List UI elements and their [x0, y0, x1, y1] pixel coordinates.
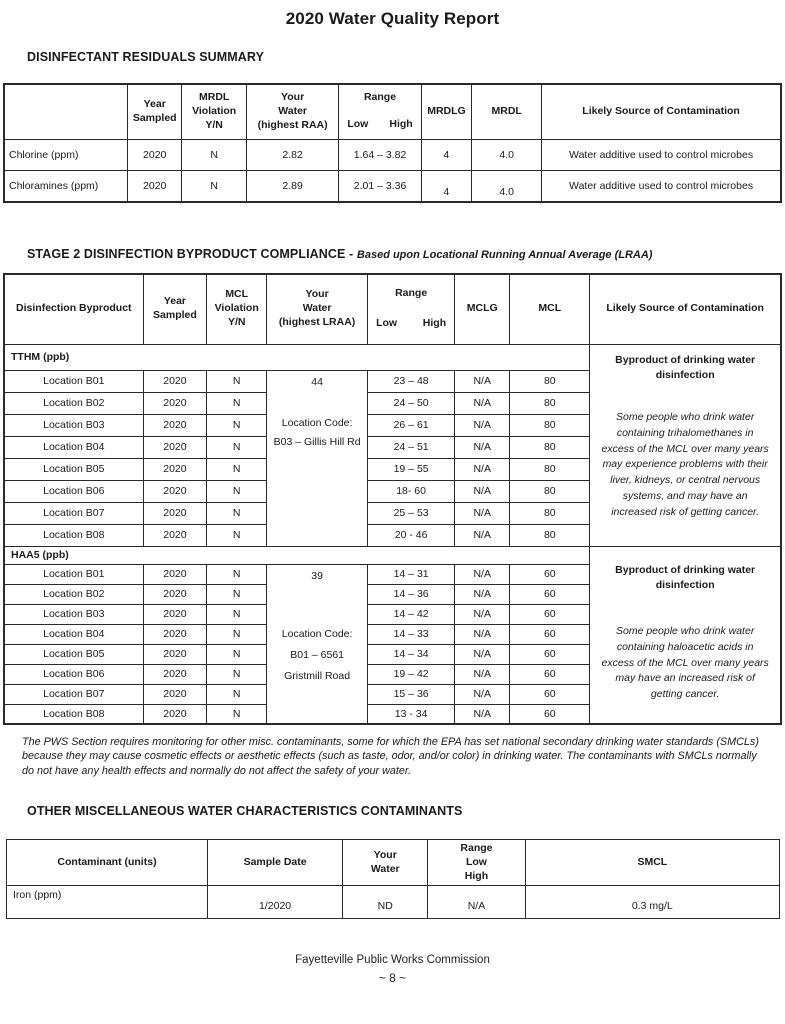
- cell-range: 23 – 48: [368, 370, 455, 392]
- cell-location: Location B02: [4, 392, 143, 414]
- tthm-your-water-value: 44: [311, 375, 323, 388]
- tthm-section-label: TTHM (ppb): [4, 344, 590, 370]
- range-high-label: High: [422, 317, 447, 330]
- table-header-row: [7, 840, 780, 886]
- cell-mcl: 80: [510, 480, 590, 502]
- table-row: [7, 886, 780, 919]
- cell-mcl: 60: [510, 604, 590, 624]
- cell-year: 2020: [143, 704, 207, 724]
- cell-year: 2020: [128, 139, 182, 170]
- cell-location: Location B01: [4, 370, 143, 392]
- stage2-dbp-table: [3, 273, 782, 725]
- cell-year: 2020: [143, 684, 207, 704]
- cell-range: 14 – 42: [368, 604, 455, 624]
- col-header-sample-date: Sample Date: [207, 840, 342, 886]
- haa5-source-title: Byproduct of drinking water disinfection: [615, 563, 756, 592]
- cell-range: 1.64 – 3.82: [339, 139, 421, 170]
- cell-range: 24 – 50: [368, 392, 455, 414]
- col-header-mclg: MCLG: [455, 274, 510, 344]
- cell-violation: N: [207, 584, 267, 604]
- cell-violation: N: [207, 414, 267, 436]
- cell-mcl: 80: [510, 502, 590, 524]
- cell-range: 13 - 34: [368, 704, 455, 724]
- cell-range: 14 – 33: [368, 624, 455, 644]
- col-header-mrdl: MRDL: [472, 84, 542, 139]
- stage2-heading-note: Based upon Locational Running Annual Average (LRAA): [356, 249, 653, 261]
- table-row: [4, 170, 781, 202]
- cell-violation: N: [207, 604, 267, 624]
- cell-mcl: 60: [510, 684, 590, 704]
- range-low-label: Low: [347, 118, 369, 131]
- range-low-label: Low: [376, 317, 398, 330]
- col-header-your-water: Your Water (highest LRAA): [267, 274, 368, 344]
- cell-location: Location B03: [4, 414, 143, 436]
- cell-range: 14 – 36: [368, 584, 455, 604]
- cell-likely-source: Water additive used to control microbes: [542, 139, 781, 170]
- cell-mclg: N/A: [455, 684, 510, 704]
- cell-range: 24 – 51: [368, 436, 455, 458]
- col-header-smcl: SMCL: [525, 840, 779, 886]
- section-heading-stage2: [27, 247, 785, 261]
- cell-your-water: 2.82: [246, 139, 338, 170]
- cell-your-water: 2.89: [246, 170, 338, 202]
- cell-mcl: 80: [510, 436, 590, 458]
- tthm-your-water-cell: [267, 370, 368, 546]
- cell-range: 15 – 36: [368, 684, 455, 704]
- cell-violation: N: [207, 624, 267, 644]
- haa5-your-water-value: 39: [311, 569, 323, 582]
- col-header-your-water: Your Water: [343, 840, 428, 886]
- haa5-section-row: [4, 546, 781, 564]
- tthm-source-note: Some people who drink water containing trihalomethanes in excess of the MCL over many years may experience problems with their liver, kidneys, or central nervous systems, and may have an increased risk of getting cancer.: [601, 411, 769, 518]
- cell-range: 2.01 – 3.36: [339, 170, 421, 202]
- cell-year: 2020: [143, 604, 207, 624]
- cell-likely-source: Water additive used to control microbes: [542, 170, 781, 202]
- cell-violation: N: [207, 524, 267, 546]
- col-header-your-water: Your Water (highest RAA): [246, 84, 338, 139]
- cell-location: Location B06: [4, 480, 143, 502]
- cell-year: 2020: [143, 370, 207, 392]
- cell-contaminant-name: Chlorine (ppm): [4, 139, 128, 170]
- misc-contaminants-table: [6, 839, 780, 919]
- cell-mcl: 60: [510, 564, 590, 584]
- cell-year: 2020: [143, 458, 207, 480]
- table-header-row: [4, 274, 781, 344]
- cell-mcl: 60: [510, 644, 590, 664]
- cell-mcl: 80: [510, 414, 590, 436]
- cell-range: 19 – 42: [368, 664, 455, 684]
- cell-location: Location B06: [4, 664, 143, 684]
- haa5-your-water-cell: [267, 564, 368, 724]
- col-header-mcl: MCL: [510, 274, 590, 344]
- cell-mcl: 80: [510, 524, 590, 546]
- cell-range: N/A: [428, 886, 525, 919]
- pws-note: The PWS Section requires monitoring for other misc. contaminants, some for which the EPA has set national secondary drinking water standards (SMCLs) because they may cause cosmetic effects or aesthetic effects (such as taste, odor, and/or color) in drinking water. The contaminants with SMCLs normally do not have any health effects and normally do not affect the safety of your water.: [22, 736, 759, 777]
- range-high-label: High: [389, 118, 413, 131]
- cell-mclg: N/A: [455, 370, 510, 392]
- cell-year: 2020: [143, 644, 207, 664]
- cell-year: 2020: [143, 502, 207, 524]
- cell-mclg: N/A: [455, 624, 510, 644]
- cell-range: 20 - 46: [368, 524, 455, 546]
- cell-range: 26 – 61: [368, 414, 455, 436]
- cell-mrdl: 4.0: [472, 139, 542, 170]
- cell-your-water: ND: [343, 886, 428, 919]
- cell-location: Location B07: [4, 502, 143, 524]
- section-heading-disinfectant-residuals: DISINFECTANT RESIDUALS SUMMARY: [27, 50, 265, 64]
- cell-year: 2020: [143, 664, 207, 684]
- cell-location: Location B05: [4, 458, 143, 480]
- cell-violation: N: [182, 170, 246, 202]
- cell-mclg: N/A: [455, 704, 510, 724]
- table-row: [4, 139, 781, 170]
- disinfectant-residuals-table: [3, 83, 782, 203]
- cell-violation: N: [207, 458, 267, 480]
- cell-mcl: 80: [510, 458, 590, 480]
- cell-mcl: 60: [510, 624, 590, 644]
- footer-org: Fayetteville Public Works Commission: [295, 954, 490, 967]
- cell-mclg: N/A: [455, 436, 510, 458]
- haa5-section-label: HAA5 (ppb): [4, 546, 590, 564]
- cell-range: 25 – 53: [368, 502, 455, 524]
- haa5-source-cell: [590, 546, 781, 724]
- haa5-location-code: Location Code: B01 – 6561 Gristmill Road: [281, 627, 353, 682]
- col-header-range: Range Low High: [339, 84, 421, 139]
- cell-violation: N: [182, 139, 246, 170]
- cell-mcl: 60: [510, 664, 590, 684]
- cell-violation: N: [207, 436, 267, 458]
- cell-violation: N: [207, 644, 267, 664]
- cell-mclg: N/A: [455, 644, 510, 664]
- cell-mclg: N/A: [455, 664, 510, 684]
- page-footer: [0, 952, 785, 987]
- cell-location: Location B03: [4, 604, 143, 624]
- col-header-mcl-violation: MCL Violation Y/N: [207, 274, 267, 344]
- stage2-heading-main: STAGE 2 DISINFECTION BYPRODUCT COMPLIANCE -: [27, 247, 354, 261]
- cell-year: 2020: [143, 564, 207, 584]
- cell-location: Location B07: [4, 684, 143, 704]
- cell-mclg: N/A: [455, 480, 510, 502]
- cell-mclg: N/A: [455, 524, 510, 546]
- cell-mclg: N/A: [455, 564, 510, 584]
- cell-location: Location B05: [4, 644, 143, 664]
- cell-sample-date: 1/2020: [207, 886, 342, 919]
- tthm-source-cell: [590, 344, 781, 546]
- cell-range: 18- 60: [368, 480, 455, 502]
- cell-year: 2020: [143, 480, 207, 502]
- cell-location: Location B04: [4, 436, 143, 458]
- col-header-mrdl-violation: MRDL Violation Y/N: [182, 84, 246, 139]
- cell-smcl: 0.3 mg/L: [525, 886, 779, 919]
- col-header-range: Range Low High: [368, 274, 455, 344]
- cell-year: 2020: [128, 170, 182, 202]
- cell-mcl: 60: [510, 584, 590, 604]
- section-heading-misc-contaminants: OTHER MISCELLANEOUS WATER CHARACTERISTICS CONTAMINANTS: [27, 804, 463, 819]
- cell-violation: N: [207, 564, 267, 584]
- cell-violation: N: [207, 480, 267, 502]
- col-header-likely-source: Likely Source of Contamination: [542, 84, 781, 139]
- cell-location: Location B04: [4, 624, 143, 644]
- cell-mclg: N/A: [455, 392, 510, 414]
- cell-violation: N: [207, 684, 267, 704]
- cell-year: 2020: [143, 524, 207, 546]
- cell-mclg: N/A: [455, 414, 510, 436]
- col-header-mrdlg: MRDLG: [421, 84, 472, 139]
- cell-location: Location B02: [4, 584, 143, 604]
- tthm-section-row: [4, 344, 781, 370]
- page-title: 2020 Water Quality Report: [285, 9, 500, 28]
- cell-range: 14 – 31: [368, 564, 455, 584]
- col-header-disinfection-byproduct: Disinfection Byproduct: [4, 274, 143, 344]
- cell-contaminant-name: Iron (ppm): [7, 886, 208, 919]
- cell-violation: N: [207, 392, 267, 414]
- col-header-blank: [4, 84, 128, 139]
- cell-mrdlg: 4: [421, 170, 472, 202]
- cell-mcl: 80: [510, 370, 590, 392]
- cell-year: 2020: [143, 414, 207, 436]
- cell-mclg: N/A: [455, 502, 510, 524]
- cell-mcl: 60: [510, 704, 590, 724]
- table-header-row: [4, 84, 781, 139]
- cell-location: Location B08: [4, 704, 143, 724]
- cell-year: 2020: [143, 436, 207, 458]
- haa5-source-note: Some people who drink water containing haloacetic acids in excess of the MCL over many years may have an increased risk of getting cancer.: [601, 625, 769, 700]
- cell-violation: N: [207, 370, 267, 392]
- col-header-year-sampled: Year Sampled: [128, 84, 182, 139]
- cell-range: 19 – 55: [368, 458, 455, 480]
- cell-contaminant-name: Chloramines (ppm): [4, 170, 128, 202]
- tthm-location-code: Location Code: B03 – Gillis Hill Rd: [273, 416, 361, 448]
- col-header-year-sampled: Year Sampled: [143, 274, 207, 344]
- cell-mclg: N/A: [455, 458, 510, 480]
- cell-location: Location B08: [4, 524, 143, 546]
- tthm-source-title: Byproduct of drinking water disinfection: [615, 353, 756, 382]
- cell-violation: N: [207, 502, 267, 524]
- cell-year: 2020: [143, 584, 207, 604]
- cell-location: Location B01: [4, 564, 143, 584]
- page-number: ~ 8 ~: [378, 971, 407, 986]
- col-header-range: Range Low High: [428, 840, 525, 886]
- cell-mcl: 80: [510, 392, 590, 414]
- col-header-likely-source: Likely Source of Contamination: [590, 274, 781, 344]
- cell-violation: N: [207, 704, 267, 724]
- cell-violation: N: [207, 664, 267, 684]
- cell-mrdl: 4.0: [472, 170, 542, 202]
- cell-mrdlg: 4: [421, 139, 472, 170]
- cell-year: 2020: [143, 392, 207, 414]
- col-header-contaminant: Contaminant (units): [7, 840, 208, 886]
- cell-mclg: N/A: [455, 584, 510, 604]
- cell-mclg: N/A: [455, 604, 510, 624]
- cell-year: 2020: [143, 624, 207, 644]
- cell-range: 14 – 34: [368, 644, 455, 664]
